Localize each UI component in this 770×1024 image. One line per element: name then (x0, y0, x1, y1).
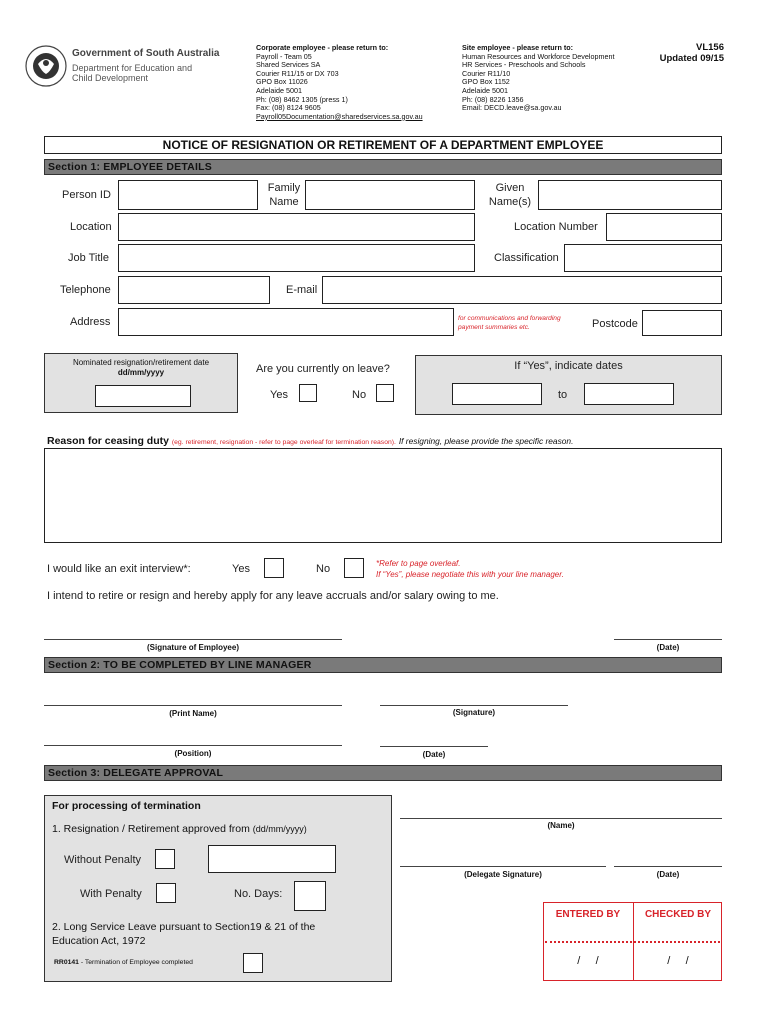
address-note (458, 314, 561, 332)
employee-date-line[interactable] (614, 639, 722, 640)
site-line: Courier R11/10 (462, 68, 511, 78)
corporate-line: GPO Box 11026 (256, 77, 308, 87)
corporate-line: Ph: (08) 8462 1305 (press 1) (256, 94, 348, 104)
site-email-link[interactable]: Email: DECD.leave@sa.gov.au (462, 103, 562, 113)
corporate-line: Adelaide 5001 (256, 85, 302, 95)
manager-print-name-line[interactable] (44, 705, 342, 706)
telephone-field[interactable] (118, 276, 270, 304)
lsl-line1: 2. Long Service Leave pursuant to Section19 & 21 of the (52, 921, 316, 933)
on-leave-no-checkbox[interactable] (376, 384, 394, 402)
lsl-line2: Education Act, 1972 (52, 935, 146, 947)
exit-note-line1: *Refer to page overleaf. (376, 559, 461, 568)
delegate-name-caption: (Name) (547, 821, 575, 830)
no-days-field[interactable] (294, 881, 326, 911)
manager-print-name-caption: (Print Name) (169, 709, 217, 718)
person-id-label: Person ID (62, 189, 111, 201)
nominated-date-field[interactable] (95, 385, 191, 407)
processing-title: For processing of termination (52, 800, 201, 812)
with-penalty-checkbox[interactable] (156, 883, 176, 903)
on-leave-question: Are you currently on leave? (256, 363, 390, 375)
entered-by-label: ENTERED BY (555, 909, 621, 920)
on-leave-yes-label: Yes (270, 389, 288, 401)
leave-to-label: to (558, 389, 568, 401)
corporate-line: Courier R11/15 or DX 703 (256, 68, 339, 78)
site-line: Adelaide 5001 (462, 85, 508, 95)
without-penalty-label: Without Penalty (64, 854, 142, 866)
reason-label-line (47, 435, 727, 447)
no-days-label: No. Days: (234, 888, 283, 900)
employee-date-caption: (Date) (656, 643, 680, 652)
reason-instruction: If resigning, please provide the specific reason. (398, 436, 574, 446)
given-names-field[interactable] (538, 180, 722, 210)
manager-date-line[interactable] (380, 746, 488, 747)
section1-heading: Section 1: EMPLOYEE DETAILS (44, 159, 722, 175)
without-penalty-checkbox[interactable] (155, 849, 175, 869)
address-note-line2: payment summaries etc. (458, 324, 530, 331)
nominated-date-label (44, 358, 238, 378)
dept-line-1: Department for Education and (72, 63, 193, 73)
corporate-line: Fax: (08) 8124 9605 (256, 103, 321, 113)
approved-from-label (52, 823, 307, 835)
long-service-leave-text (52, 920, 315, 948)
manager-signature-line[interactable] (380, 705, 568, 706)
site-return-address (462, 44, 642, 113)
reason-textarea[interactable] (44, 448, 722, 543)
delegate-date-line[interactable] (614, 866, 722, 867)
address-field[interactable] (118, 308, 454, 336)
rr0141-checkbox[interactable] (243, 953, 263, 973)
checked-by-label: CHECKED BY (644, 909, 712, 920)
site-line: Human Resources and Workforce Development (462, 51, 615, 61)
corporate-line: Shared Services SA (256, 60, 321, 70)
corporate-return-address (256, 44, 456, 121)
postcode-label: Postcode (592, 318, 638, 330)
location-label: Location (70, 221, 112, 233)
site-title: Site employee - please return to: (462, 43, 574, 52)
corporate-email-link[interactable]: Payroll05Documentation@sharedservices.sa.gov.au (256, 111, 423, 121)
on-leave-no-label: No (352, 389, 367, 401)
person-id-field[interactable] (118, 180, 258, 210)
given-names-label (484, 181, 536, 209)
location-field[interactable] (118, 213, 475, 241)
with-penalty-label: With Penalty (80, 888, 142, 900)
rr0141-text: - Termination of Employee completed (78, 959, 193, 966)
site-line: Ph: (08) 8226 1356 (462, 94, 524, 104)
nominated-date-format: dd/mm/yyyy (117, 368, 165, 377)
family-name-label-line2: Name (269, 196, 299, 208)
dept-line-2: Child Development (72, 73, 149, 83)
nominated-date-label-line1: Nominated resignation/retirement date (72, 358, 210, 367)
reason-label: Reason for ceasing duty (47, 435, 169, 447)
section3-heading: Section 3: DELEGATE APPROVAL (44, 765, 722, 781)
job-title-field[interactable] (118, 244, 475, 272)
classification-label: Classification (494, 252, 559, 264)
leave-start-date-field[interactable] (452, 383, 542, 405)
section2-heading: Section 2: TO BE COMPLETED BY LINE MANAGER (44, 657, 722, 673)
corporate-line: Payroll - Team 05 (256, 51, 312, 61)
family-name-field[interactable] (305, 180, 475, 210)
site-line: GPO Box 1152 (462, 77, 510, 87)
employee-signature-line[interactable] (44, 639, 342, 640)
delegate-date-caption: (Date) (656, 870, 680, 879)
approved-from-format: (dd/mm/yyyy) (252, 824, 307, 834)
form-title: NOTICE OF RESIGNATION OR RETIREMENT OF A DEPARTMENT EMPLOYEE (44, 136, 722, 154)
intend-statement: I intend to retire or resign and hereby apply for any leave accruals and/or salary owing to me. (47, 590, 499, 602)
exit-interview-label: I would like an exit interview*: (47, 563, 191, 575)
manager-date-caption: (Date) (422, 750, 446, 759)
rr0141-label (54, 959, 193, 966)
leave-end-date-field[interactable] (584, 383, 674, 405)
approved-from-date-field[interactable] (208, 845, 336, 873)
given-names-label-line2: Name(s) (488, 196, 532, 208)
address-label: Address (70, 316, 111, 328)
manager-position-line[interactable] (44, 745, 342, 746)
checked-date-slashes[interactable]: / / (667, 955, 689, 967)
on-leave-yes-checkbox[interactable] (299, 384, 317, 402)
email-label: E-mail (286, 284, 318, 296)
family-name-label-line1: Family (267, 182, 301, 194)
site-line: HR Services - Preschools and Schools (462, 60, 586, 70)
exit-no-checkbox[interactable] (344, 558, 364, 578)
postcode-field[interactable] (642, 310, 722, 336)
manager-position-caption: (Position) (174, 749, 212, 758)
delegate-signature-line[interactable] (400, 866, 606, 867)
exit-note-line2: If “Yes”, please negotiate this with your line manager. (376, 570, 564, 579)
form-code-block (660, 42, 724, 64)
location-number-field[interactable] (606, 213, 722, 241)
stamp-dotted-line (545, 941, 720, 943)
exit-yes-checkbox[interactable] (264, 558, 284, 578)
entered-date-slashes[interactable]: / / (577, 955, 599, 967)
family-name-label (264, 181, 304, 209)
updated-date: Updated 09/15 (659, 53, 724, 64)
delegate-name-line[interactable] (400, 818, 722, 819)
telephone-label: Telephone (60, 284, 111, 296)
email-field[interactable] (322, 276, 722, 304)
corporate-title: Corporate employee - please return to: (256, 43, 389, 52)
given-names-label-line1: Given (495, 182, 525, 194)
classification-field[interactable] (564, 244, 722, 272)
form-code: VL156 (696, 42, 724, 53)
approved-from-text: 1. Resignation / Retirement approved from (52, 823, 250, 835)
sa-government-logo (24, 44, 68, 88)
employee-signature-caption: (Signature of Employee) (146, 643, 239, 652)
reason-example: (eg. retirement, resignation - refer to page overleaf for termination reason). (171, 439, 396, 446)
address-note-line1: for communications and forwarding (458, 315, 561, 322)
exit-yes-label: Yes (232, 563, 250, 575)
leave-dates-label: If “Yes”, indicate dates (514, 360, 623, 372)
delegate-signature-caption: (Delegate Signature) (464, 870, 542, 879)
rr0141-code: RR0141 (54, 959, 79, 966)
manager-signature-caption: (Signature) (452, 708, 496, 717)
job-title-label: Job Title (68, 252, 109, 264)
exit-no-label: No (316, 563, 331, 575)
location-number-label: Location Number (514, 221, 598, 233)
gov-name: Government of South Australia (72, 48, 220, 59)
exit-interview-note (376, 558, 564, 580)
